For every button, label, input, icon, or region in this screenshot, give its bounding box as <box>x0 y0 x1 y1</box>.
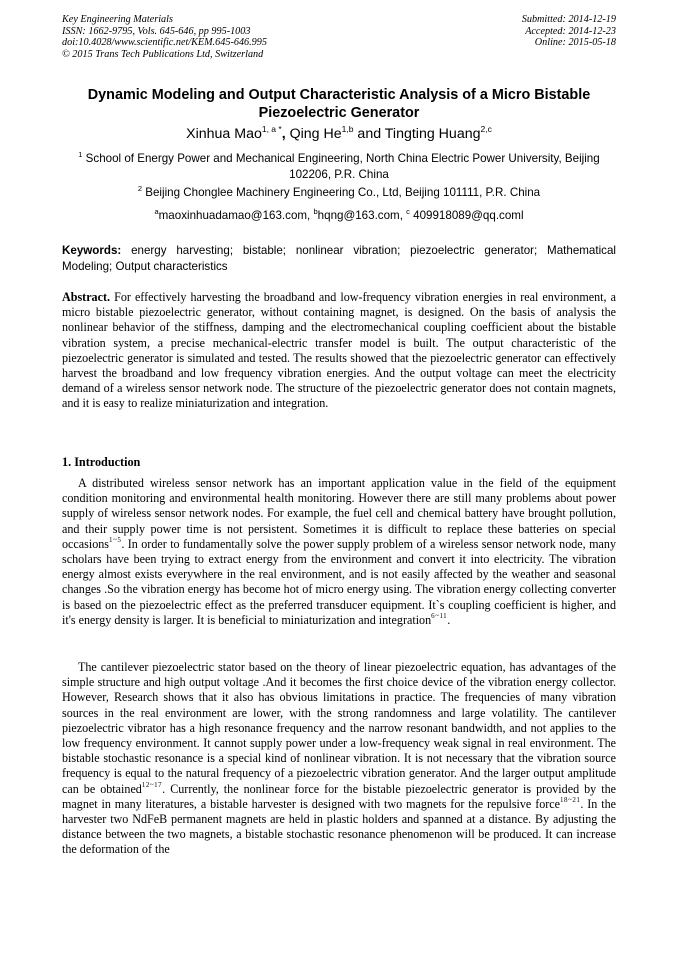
email-mark: b <box>313 207 318 216</box>
online-date: Online: 2015-05-18 <box>534 37 616 49</box>
issn-line: ISSN: 1662-9795, Vols. 645-646, pp 995-1003 <box>62 25 251 37</box>
affiliation-text: School of Energy Power and Mechanical Engineering, North China Electric Power University, Beijing 102206, P.R. China <box>82 152 600 181</box>
author-emails <box>62 208 616 224</box>
paragraph-text: The cantilever piezoelectric stator based on the theory of linear piezoelectric equation, has advantages of the simple structure and high output voltage .And it becomes the first choice device of the vibration energy collector. However, Research shows that it also has obvious limitations in practice. The frequencies of many vibration sources in the real environment are lower, with the strong randomness and large volatility. The cantilever piezoelectric vibrator has a high resonance frequency and the narrow resonant bandwidth, and not applies to the low frequency environment. It cannot supply power under a low-frequency weak signal in real environment. The bistable stochastic resonance is a special kind of nonlinear vibration. It is not necessary that the vibration source frequency is equal to the natural frequency of a piezoelectric vibration generator. And the larger output amplitude can be obtained <box>62 660 616 796</box>
abstract-label: Abstract. <box>62 290 111 304</box>
intro-paragraph-1 <box>62 476 616 628</box>
citation-ref[interactable]: 18~21 <box>560 795 581 804</box>
intro-paragraph-2 <box>62 660 616 858</box>
email-mark: a <box>154 207 159 216</box>
keywords-text: energy harvesting; bistable; nonlinear vibration; piezoelectric generator; Mathematical Modeling; Output characteristics <box>62 244 616 273</box>
author-affiliation-mark: 2,c <box>480 124 492 134</box>
email-link[interactable]: hqng@163.com, <box>317 209 407 222</box>
affiliation-2 <box>62 185 616 201</box>
journal-header <box>62 14 267 60</box>
copyright-line: © 2015 Trans Tech Publications Ltd, Switzerland <box>62 48 264 60</box>
dates-header <box>522 14 616 49</box>
journal-name: Key Engineering Materials <box>62 14 173 25</box>
abstract-block <box>62 290 616 412</box>
author-affiliation-mark: 1, a * <box>261 124 282 134</box>
accepted-date: Accepted: 2014-12-23 <box>525 25 616 37</box>
citation-ref[interactable]: 12~17 <box>141 780 163 789</box>
affiliation-mark: 2 <box>137 184 143 193</box>
email-link[interactable]: 409918089@qq.coml <box>409 209 524 222</box>
author-list <box>62 125 616 143</box>
paragraph-text: . Currently, the nonlinear force for the bistable piezoelectric generator is provided by the magnet in many literatures, a bistable harvester is designed with two magnets for the repulsive force <box>62 781 616 811</box>
email-mark: c <box>406 207 410 216</box>
affiliation-text: Beijing Chonglee Machinery Engineering Co., Ltd, Beijing 101111, P.R. China <box>142 186 541 199</box>
author-name: Tingting Huang <box>384 126 481 142</box>
paragraph-text: . <box>447 612 451 627</box>
author-separator: , <box>281 126 290 142</box>
keywords-block <box>62 243 616 275</box>
submitted-date: Submitted: 2014-12-19 <box>521 14 616 25</box>
paragraph-text: . In order to fundamentally solve the power supply problem of a wireless sensor network node, many scholars have been trying to extract energy from the environment and convert it into electricity. The vibration energy almost exists everywhere in the real environment, and is not easily affected by the weather and seasonal changes .So the vibration energy has become hot of micro energy using. The vibration energy collecting converter is based on the piezoelectric effect as the preferred transducer equipment. It`s coupling coefficient is higher, and it's energy density is larger. It is beneficial to miniaturization and integration <box>62 536 616 627</box>
doi-line: doi:10.4028/www.scientific.net/KEM.645-646.995 <box>62 37 267 49</box>
author-name: Qing He <box>289 126 342 142</box>
paragraph-text: A distributed wireless sensor network has an important application value in the field of the equipment condition monitoring and environmental health monitoring. However there are still many problems about power supply of wireless sensor network nodes. For example, the fuel cell and chemical battery have brought pollution, and their supply power time is not persistent. Sometimes it is difficult to replace these batteries on special occasions <box>62 476 616 551</box>
affiliation-mark: 1 <box>78 150 83 159</box>
paper-title: Dynamic Modeling and Output Characteristic Analysis of a Micro Bistable Piezoelectric Generator <box>87 87 591 121</box>
author-name: Xinhua Mao <box>186 126 262 142</box>
email-link[interactable]: maoxinhuadamao@163.com, <box>158 209 314 222</box>
abstract-text: For effectively harvesting the broadband and low-frequency vibration energies in real environment, a micro bistable piezoelectric generator, without containing magnet, is designed. On the basis of analysis the nonlinear behavior of the stiffness, damping and the electromechanical coupling coefficient about the bistable vibration system, a precise mechanical-electric transfer model is built. The output characteristic of the piezoelectric generator is simulated and tested. The results showed that the piezoelectric generator can effectively harvest the broadband and low frequency vibration energies. And the output voltage can meet the electricity demand of a wireless sensor network node. The structure of the piezoelectric generator does not contain magnets, and it is easy to realize miniaturization and integration. <box>62 290 616 411</box>
author-affiliation-mark: 1,b <box>341 124 354 134</box>
citation-ref[interactable]: 6~11 <box>431 611 448 620</box>
author-separator: and <box>353 126 385 142</box>
citation-ref[interactable]: 1~5 <box>109 535 122 544</box>
section-heading: 1. Introduction <box>62 455 141 469</box>
affiliation-1 <box>62 151 616 183</box>
paragraph-text: . In the harvester two NdFeB permanent magnets are held in plastic holders and spanned at a distance. By adjusting the distance between the two magnets, a bistable stochastic resonance phenomenon will be produced. It can increase the deformation of the <box>62 796 616 857</box>
keywords-label: Keywords: <box>62 244 122 257</box>
